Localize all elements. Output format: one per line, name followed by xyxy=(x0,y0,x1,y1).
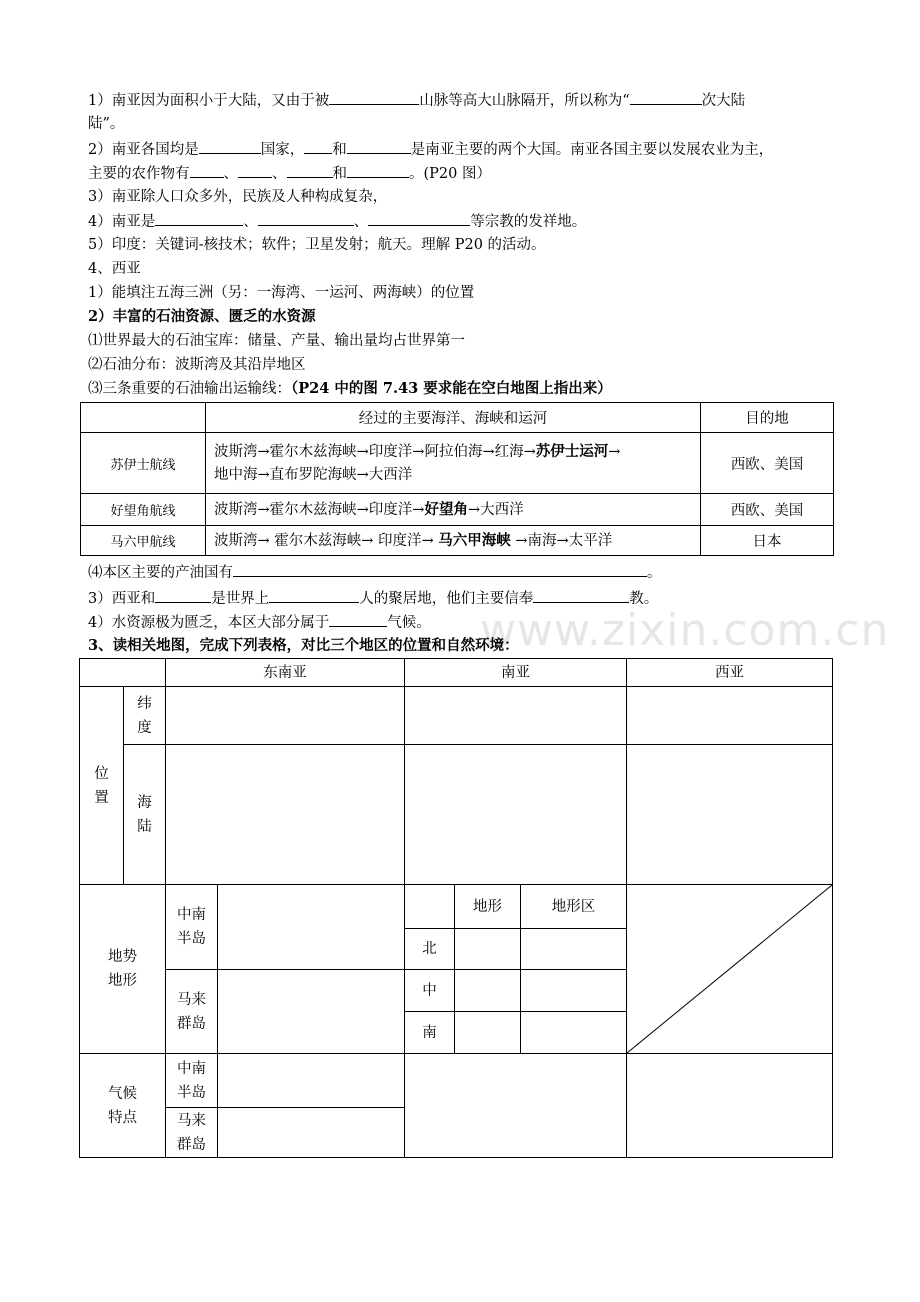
cell-wa-climate[interactable] xyxy=(627,1054,833,1158)
blank-field[interactable] xyxy=(199,139,261,154)
blank-field[interactable] xyxy=(368,211,470,226)
blank-field[interactable] xyxy=(630,90,702,105)
cell-sea-landsea[interactable] xyxy=(166,745,405,885)
cell-sa-latitude[interactable] xyxy=(405,687,627,745)
text-line-14: 4）水资源极为匮乏，本区大部分属于 气候。 xyxy=(88,612,431,633)
label-climate: 气候特点 xyxy=(80,1054,166,1158)
blank-field[interactable] xyxy=(233,562,647,577)
header-empty xyxy=(80,659,166,687)
label-indochina: 中南半岛 xyxy=(166,885,218,970)
label-indochina-climate: 中南半岛 xyxy=(166,1054,218,1108)
text-line-1b: 陆”。 xyxy=(88,116,125,132)
table-row xyxy=(81,494,834,526)
text-line-5: 5）印度：关键词-核技术；软件；卫星发射；航天。理解 P20 的活动。 xyxy=(88,237,546,253)
cell-wa-landsea[interactable] xyxy=(627,745,833,885)
region-compare-table xyxy=(79,658,833,1158)
route-destination: 西欧、美国 xyxy=(701,433,834,494)
blank-field[interactable] xyxy=(304,139,332,154)
header-west-asia: 西亚 xyxy=(627,659,833,687)
table-header-destination: 目的地 xyxy=(701,403,834,433)
cell-sa-climate[interactable] xyxy=(405,1054,627,1158)
watermark: www.zixin.com.cn xyxy=(480,605,890,656)
blank-field[interactable] xyxy=(329,90,419,105)
text-line-1: 1）南亚因为面积小于大陆，又由于被 山脉等高大山脉隔开，所以称为“ 次大陆 xyxy=(88,90,745,111)
label-malay-climate: 马来群岛 xyxy=(166,1108,218,1158)
oil-routes-table xyxy=(80,402,834,556)
cell-sa-landsea[interactable] xyxy=(405,745,627,885)
subheading-oil-water: 2）丰富的石油资源、匮乏的水资源 xyxy=(88,308,316,325)
route-path: 波斯湾→霍尔木兹海峡→印度洋→阿拉伯海→红海→苏伊士运河→ 地中海→直布罗陀海峡→大西洋 xyxy=(206,433,701,494)
text-line-2b: 主要的农作物有 、 、 和 。(P20 图） xyxy=(88,163,491,184)
route-name: 苏伊士航线 xyxy=(81,433,206,494)
cell-middle-landform[interactable] xyxy=(455,970,521,1012)
table-header-route: 经过的主要海洋、海峡和运河 xyxy=(206,403,701,433)
cell-sea-climate-malay[interactable] xyxy=(218,1108,405,1158)
label-land-sea: 海陆 xyxy=(124,745,166,885)
cell-wa-terrain-crossed xyxy=(627,885,833,1054)
text-line-12: ⑷本区主要的产油国有 。 xyxy=(88,562,662,583)
table-row xyxy=(81,526,834,556)
cell-middle-region[interactable] xyxy=(521,970,627,1012)
blank-field[interactable] xyxy=(269,588,359,603)
cell-north-region[interactable] xyxy=(521,929,627,970)
cell-south-region[interactable] xyxy=(521,1012,627,1054)
table-row xyxy=(81,433,834,494)
label-north: 北 xyxy=(405,929,455,970)
blank-field[interactable] xyxy=(329,612,387,627)
label-malay: 马来群岛 xyxy=(166,970,218,1054)
text-line-7: 1）能填注五海三洲（另：一海湾、一运河、两海峡）的位置 xyxy=(88,285,475,301)
text-line-9: ⑴世界最大的石油宝库：储量、产量、输出量均占世界第一 xyxy=(88,333,465,349)
diagonal-strike xyxy=(627,885,832,1053)
cell-south-landform[interactable] xyxy=(455,1012,521,1054)
cell-north-landform[interactable] xyxy=(455,929,521,970)
route-path: 波斯湾→霍尔木兹海峡→印度洋→好望角→大西洋 xyxy=(206,494,701,526)
cell-wa-latitude[interactable] xyxy=(627,687,833,745)
text-line-3: 3）南亚除人口众多外，民族及人种构成复杂， xyxy=(88,189,388,205)
blank-field[interactable] xyxy=(533,588,629,603)
blank-field[interactable] xyxy=(287,163,333,178)
text-line-11: ⑶三条重要的石油输出运输线：（P24 中的图 7.43 要求能在空白地图上指出来） xyxy=(88,380,612,397)
table-header-empty xyxy=(81,403,206,433)
blank-field[interactable] xyxy=(258,211,354,226)
route-name: 好望角航线 xyxy=(81,494,206,526)
text-line-2: 2）南亚各国均是 国家， 和 是南亚主要的两个大国。南亚各国主要以发展农业为主， xyxy=(88,139,773,160)
label-south: 南 xyxy=(405,1012,455,1054)
cell-sea-climate-indochina[interactable] xyxy=(218,1054,405,1108)
text-line-4: 4）南亚是 、 、 等宗教的发祥地。 xyxy=(88,211,586,232)
section-heading-compare: 3、读相关地图，完成下列表格，对比三个地区的位置和自然环境： xyxy=(88,637,519,654)
header-south-asia: 南亚 xyxy=(405,659,627,687)
label-middle: 中 xyxy=(405,970,455,1012)
route-destination: 西欧、美国 xyxy=(701,494,834,526)
blank-field[interactable] xyxy=(238,163,272,178)
text-line-13: 3）西亚和 是世界上 人的聚居地，他们主要信奉 教。 xyxy=(88,588,658,609)
label-latitude: 纬度 xyxy=(124,687,166,745)
cell-sea-terrain-malay[interactable] xyxy=(218,970,405,1054)
cell-sea-terrain-indochina[interactable] xyxy=(218,885,405,970)
blank-field[interactable] xyxy=(155,588,211,603)
cell-sa-terrain-corner xyxy=(405,885,455,929)
blank-field[interactable] xyxy=(155,211,243,226)
label-position: 位置 xyxy=(80,687,124,885)
label-landform: 地形 xyxy=(455,885,521,929)
route-path: 波斯湾→ 霍尔木兹海峡→ 印度洋→ 马六甲海峡 →南海→太平洋 xyxy=(206,526,701,556)
route-destination: 日本 xyxy=(701,526,834,556)
blank-field[interactable] xyxy=(347,139,411,154)
text-line-10: ⑵石油分布：波斯湾及其沿岸地区 xyxy=(88,357,306,373)
label-terrain: 地势地形 xyxy=(80,885,166,1054)
header-southeast-asia: 东南亚 xyxy=(166,659,405,687)
section-heading-west-asia: 4、西亚 xyxy=(88,261,141,277)
blank-field[interactable] xyxy=(190,163,224,178)
label-landform-region: 地形区 xyxy=(521,885,627,929)
blank-field[interactable] xyxy=(347,163,409,178)
route-name: 马六甲航线 xyxy=(81,526,206,556)
cell-sea-latitude[interactable] xyxy=(166,687,405,745)
